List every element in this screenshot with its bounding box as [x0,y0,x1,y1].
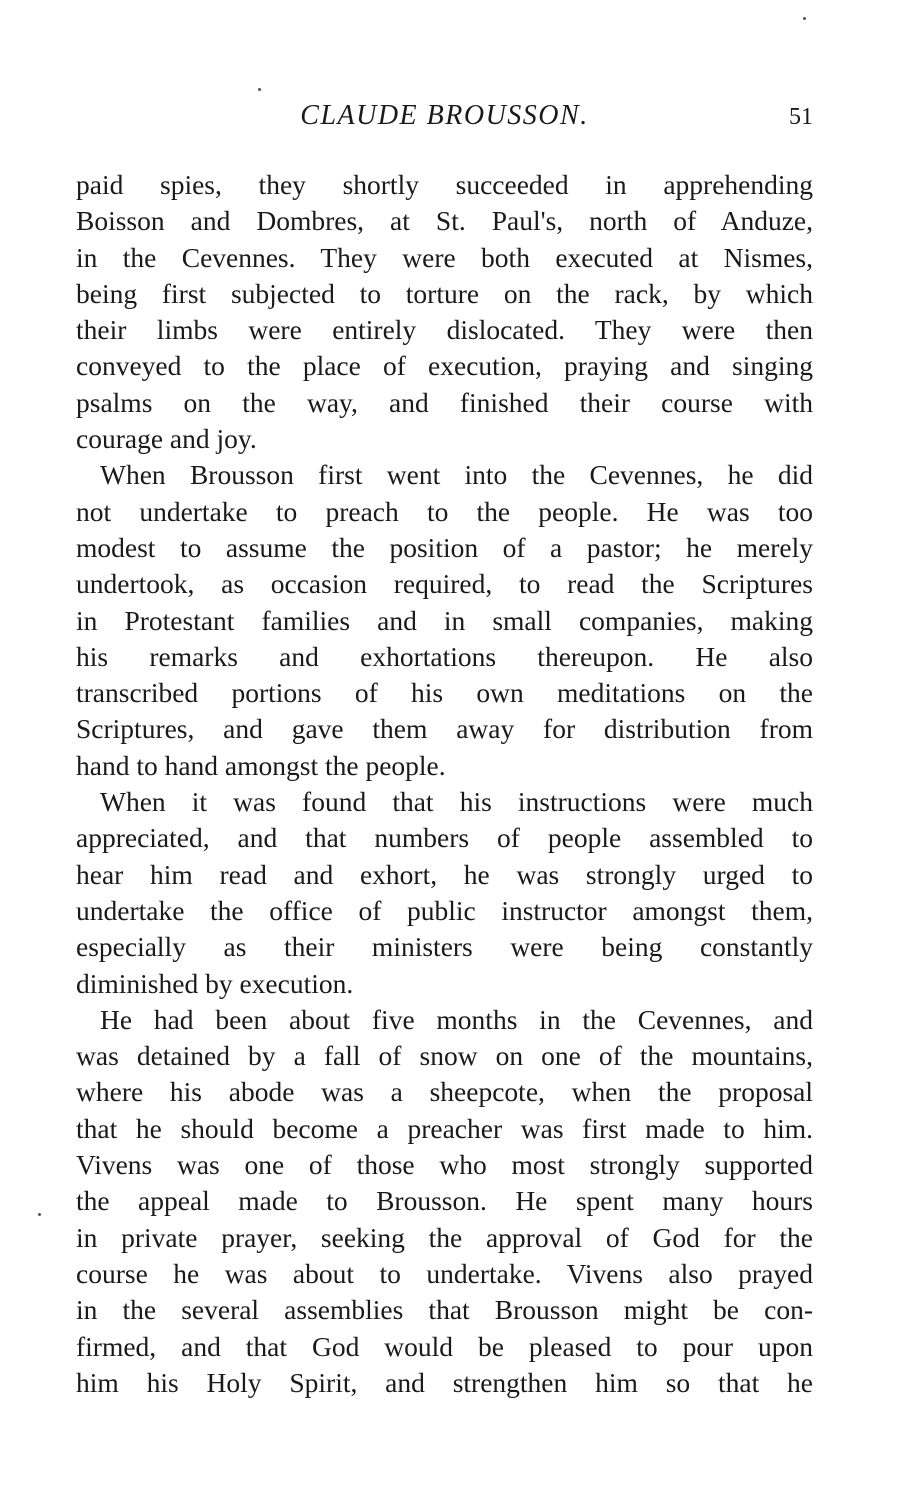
print-speck [803,17,806,20]
paragraph [76,1002,813,1401]
paragraph [76,784,813,1002]
text-line: that he should become a preacher was first made to him. [76,1112,813,1144]
text-line: course he was about to undertake. Vivens also prayed [76,1257,813,1289]
text-line: in private prayer, seeking the approval of God for the [76,1221,813,1253]
paragraph [76,167,813,457]
text-line: in the several assemblies that Brousson might be con- [76,1294,813,1326]
text-line: in Protestant families and in small companies, making [76,604,813,636]
page-number: 51 [789,104,813,130]
text-line: modest to assume the position of a pastor; he merely [76,531,813,563]
text-line: diminished by execution. [76,967,354,999]
text-line: Vivens was one of those who most strongly supported [76,1149,813,1181]
text-line: hand to hand amongst the people. [76,749,446,781]
text-line: in the Cevennes. They were both executed at Nismes, [76,241,813,273]
paragraph [76,457,813,784]
text-line: being first subjected to torture on the rack, by which [76,277,813,309]
text-line: their limbs were entirely dislocated. They were then [76,314,813,346]
text-line: the appeal made to Brousson. He spent many hours [76,1185,813,1217]
text-line: was detained by a fall of snow on one of the mountains, [76,1040,813,1072]
text-line: transcribed portions of his own meditations on the [76,677,813,709]
text-line: appreciated, and that numbers of people assembled to [76,822,813,854]
text-line: firmed, and that God would be pleased to pour upon [76,1330,813,1362]
text-line: conveyed to the place of execution, praying and singing [76,350,813,382]
text-line: courage and joy. [76,423,257,455]
text-line: where his abode was a sheepcote, when the proposal [76,1076,813,1108]
text-line: When Brousson first went into the Cevennes, he did [100,459,813,491]
running-head [76,100,813,140]
text-line: his remarks and exhortations thereupon. He also [76,640,813,672]
text-line: paid spies, they shortly succeeded in apprehending [76,169,813,200]
text-line: not undertake to preach to the people. He was too [76,495,813,527]
text-line: psalms on the way, and finished their course with [76,386,813,418]
print-speck [258,88,261,91]
text-line: undertook, as occasion required, to read the Scriptures [76,568,813,600]
running-title: CLAUDE BROUSSON. [300,100,589,131]
text-line: Boisson and Dombres, at St. Paul's, north of Anduze, [76,205,813,237]
text-line: He had been about five months in the Cevennes, and [100,1003,813,1035]
body-text [76,167,813,1401]
text-line: hear him read and exhort, he was strongly urged to [76,858,813,890]
text-line: him his Holy Spirit, and strengthen him so that he [76,1366,813,1398]
print-speck [38,1213,41,1216]
text-line: Scriptures, and gave them away for distribution from [76,713,813,745]
text-line: When it was found that his instructions were much [100,786,813,818]
text-line: undertake the office of public instructor amongst them, [76,894,813,926]
text-line: especially as their ministers were being constantly [76,931,813,963]
